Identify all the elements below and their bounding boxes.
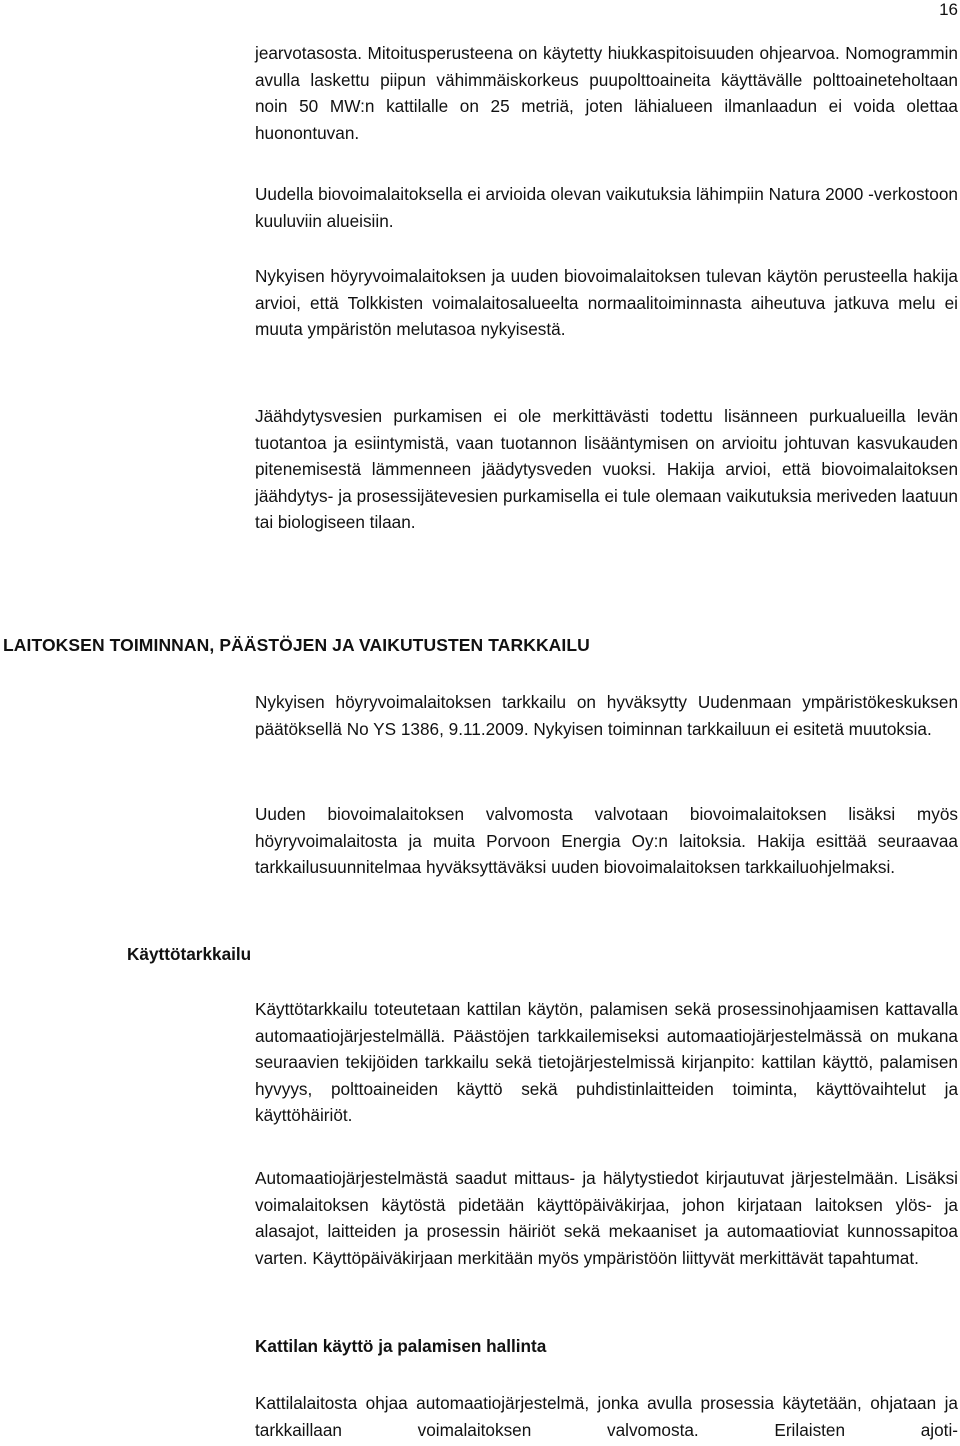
paragraph: jearvotasosta. Mitoitusperusteena on käytetty hiukkaspitoisuuden ohjearvoa. Nomogrammin avulla laskettu piipun vähimmäiskorkeus puupolttoaineita käyttävälle polttoaineteholtaan noin 50 MW:n kattilalle on 25 metriä, joten lähialueen ilmanlaadun ei voida olettaa huonontuvan. <box>255 43 958 143</box>
paragraph: Nykyisen höyryvoimalaitoksen tarkkailu on hyväksytty Uudenmaan ympäristökeskuksen päätöksellä No YS 1386, 9.11.2009. Nykyisen toiminnan tarkkailuun ei esitetä muutoksia. <box>255 692 958 739</box>
paragraph-block-1 <box>255 40 958 146</box>
paragraph: Automaatiojärjestelmästä saadut mittaus- ja hälytystiedot kirjautuvat järjestelmään. Lisäksi voimalaitoksen käytöstä pidetään käyttöpäiväkirjaa, johon kirjataan laitoksen ylös- ja alasajot, laitteiden ja prosessin häiriöt sekä mekaaniset ja automaatioviat kunnossapitoa varten. Käyttöpäiväkirjaan merkitään myös ympäristöön liittyvät merkittävät tapahtumat. <box>255 1168 958 1268</box>
paragraph-block-5 <box>255 689 958 742</box>
subheading: Kattilan käyttö ja palamisen hallinta <box>255 1336 547 1356</box>
paragraph-block-4 <box>255 403 958 536</box>
section-heading: LAITOKSEN TOIMINNAN, PÄÄSTÖJEN JA VAIKUTUSTEN TARKKAILU <box>3 635 590 655</box>
paragraph-block-3 <box>255 263 958 343</box>
paragraph: Käyttötarkkailu toteutetaan kattilan käytön, palamisen sekä prosessinohjaamisen kattavalla automaatiojärjestelmällä. Päästöjen tarkkailemiseksi automaatiojärjestelmässä on mukana seuraavien tekijöiden tarkkailu sekä tietojärjestelmissä kirjanpito: kattilan käyttö, palamisen hyvyys, polttoaineiden käyttö sekä puhdistinlaitteiden toiminta, käyttövaihtelut ja käyttöhäiriöt. <box>255 999 958 1125</box>
paragraph: Uudella biovoimalaitoksella ei arvioida olevan vaikutuksia lähimpiin Natura 2000 -verkostoon kuuluviin alueisiin. <box>255 184 958 231</box>
paragraph-block-7 <box>255 996 958 1129</box>
subheading-block <box>255 1333 958 1360</box>
paragraph: Uuden biovoimalaitoksen valvomosta valvotaan biovoimalaitoksen lisäksi myös höyryvoimalaitosta ja muita Porvoon Energia Oy:n laitoksia. Hakija esittää seuraavaa tarkkailusuunnitelmaa hyväksyttäväksi uuden biovoimalaitoksen tarkkailuohjelmaksi. <box>255 804 958 877</box>
paragraph-block-2 <box>255 181 958 234</box>
paragraph-block-9 <box>255 1390 958 1443</box>
paragraph: Kattilalaitosta ohjaa automaatiojärjestelmä, jonka avulla prosessia käytetään, ohjataan ja tarkkaillaan voimalaitoksen valvomosta. Erilaisten ajoti- <box>255 1393 958 1440</box>
paragraph: Jäähdytysvesien purkamisen ei ole merkittävästi todettu lisänneen purkualueilla levän tuotantoa ja esiintymistä, vaan tuotannon lisääntymisen on arvioitu johtuvan kasvukauden pitenemisestä lämmenneen jäädytysveden vuoksi. Hakija arvioi, että biovoimalaitoksen jäähdytys- ja prosessijätevesien purkamisella ei tule olemaan vaikutuksia meriveden laatuun tai biologiseen tilaan. <box>255 406 958 532</box>
side-label: Käyttötarkkailu <box>127 944 252 964</box>
paragraph-block-8 <box>255 1165 958 1271</box>
page-number: 16 <box>939 0 958 19</box>
paragraph-block-6 <box>255 801 958 881</box>
paragraph: Nykyisen höyryvoimalaitoksen ja uuden biovoimalaitoksen tulevan käytön perusteella hakija arvioi, että Tolkkisten voimalaitosalueelta normaalitoiminnasta aiheutuva jatkuva melu ei muuta ympäristön melutasoa nykyisestä. <box>255 266 958 339</box>
